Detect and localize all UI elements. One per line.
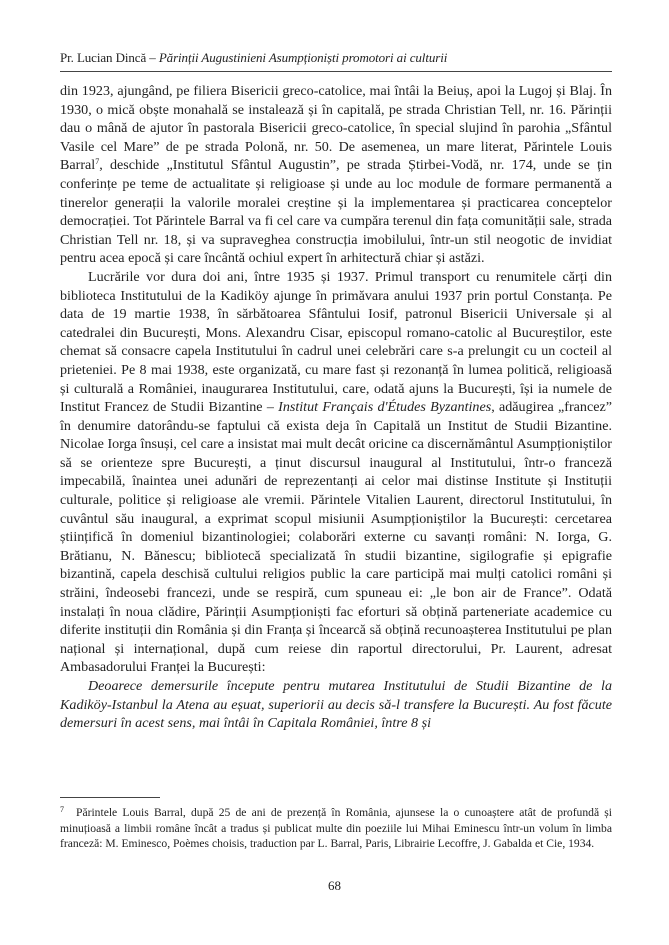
paragraph-2-text-a: Lucrările vor dura doi ani, între 1935 și 1937. Primul transport cu renumitele cărți din biblioteca Institutului de la Kadiköy ajunge în primăvara anului 1937 prin portul Constanța. Pe data de 19 martie 1938, în sărbătoarea Sfântului Iosif, patronul Bisericii Universale și al catedralei din București, Mons. Alexandru Cisar, episcopul romano-catolic al Bucureștilor, este chemat să consacre capela Institutului în cadrul unei celebrări care s-a prelungit cu un cocteil al prieteniei. Pe 8 mai 1938, este organizată, cu mare fast și rezonanță în lumea politică, religioasă și culturală a României, inaugurarea Institutului, care, odată ajuns la București, își ia numele de Institut Francez de Studii Bizantine –	[60, 268, 612, 416]
paragraph-1-text-b: , deschide „Institutul Sfântul Augustin”, pe strada Știrbei-Vodă, nr. 174, unde se țin conferințe pe teme de actualitate și religioase și unde au loc module de formare permanentă a tinerelor generații la valorile moralei creștine și la implementarea și practicarea conceptelor democrației. Tot Părintele Barral va fi cel care va cumpăra terenul din fața comunității sale, strada Christian Tell nr. 18, și va supraveghea construcția imobilului, într-un stil neogotic de invidiat pentru acea epocă și care încântă ochiul expert în arhitectură chiar și astăzi.	[60, 157, 612, 267]
paragraph-1	[60, 82, 612, 268]
body-text	[60, 82, 612, 733]
header-dash: –	[146, 50, 159, 65]
footnote-text: Părintele Louis Barral, după 25 de ani de prezență în România, ajunsese la o cunoaștere atât de profundă și minuțioasă a limbii române încât a tradus și publicat multe din poeziile lui Mihai Eminescu într-un volum în limba franceză: M. Eminesco, Poèmes choisis, traduction par L. Barral, Paris, Librairie Lecoffre, J. Gabalda et Cie, 1934.	[60, 806, 612, 851]
paragraph-2-text-b: , adăugirea „francez” în denumire datorându-se faptului că exista deja în Capitală un Institut de Studii Bizantine. Nicolae Iorga însuși, cel care a insistat mai mult decât oricine ca discernământul Asumpționiștilor să se orienteze spre București, a ținut discursul inaugural al Institutului, într-o franceză impecabilă, înaintea unei adunări de reprezentanți ai celor mai distinse Institute și Instituții culturale, politice și religioase ale vremii. Părintele Vitalien Laurent, directorul Institutului, în cuvântul său inaugural, a exprimat scopul misiunii Asumpționiștilor la București: cercetarea științifică în domeniul bizantinologiei; colaborări externe cu savanți români: N. Iorga, G. Brătianu, N. Bănescu; bibliotecă specializată în studii bizantine, sigilografie și epigrafie bizantină, capela deschisă cultului religios public la care participă mai mulți catolici români și străini, îndeosebi francezi, unde se respiră, cum spuneau ei: „le bon air de France”. Odată instalați în noua clădire, Părinții Asumpționiști fac eforturi să obțină parteneriate academice cu diferite instituții din România și din Franța și încearcă să obțină recunoașterea Institutului pe plan național și internațional, după cum reiese din raportul directorului, Pr. Laurent, adresat Ambasadorului Franței la București:	[60, 399, 612, 676]
header-title: Părinții Augustinieni Asumpționiști promotori ai culturii	[158, 50, 448, 65]
header-author: Pr. Lucian Dincă	[60, 50, 147, 65]
paragraph-2-italic: Institut Français d'Études Byzantines	[278, 399, 492, 416]
paragraph-1-text-a: din 1923, ajungând, pe filiera Bisericii greco-catolice, mai întâi la Beiuș, apoi la Lugoj și Blaj. În 1930, o mică obște monahală se instalează și în capitală, pe strada Christian Tell, nr. 16. Părinții dau o mână de ajutor în pastorala Bisericii greco-catolice, în special slujind în parohia „Sfântul Vasile cel Mare” de pe strada Polonă, nr. 50. De asemenea, un mare literat, Părintele Louis Barral	[60, 83, 612, 174]
quote-paragraph: Deoarece demersurile începute pentru mutarea Institutului de Studii Bizantine de la Kadiköy-Istanbul la Atena au eșuat, superiorii au decis să-l transfere la București. Au fost făcute demersuri în acest sens, mai întâi în Capitala României, între 8 și	[60, 678, 612, 732]
running-header	[60, 50, 612, 66]
header-rule	[60, 71, 612, 72]
paragraph-2	[60, 268, 612, 677]
footnote-ref: 7	[95, 157, 100, 167]
page-number: 68	[328, 878, 341, 893]
footnote-rule	[60, 797, 160, 798]
footnote	[60, 802, 612, 852]
footnote-number: 7	[60, 805, 64, 814]
